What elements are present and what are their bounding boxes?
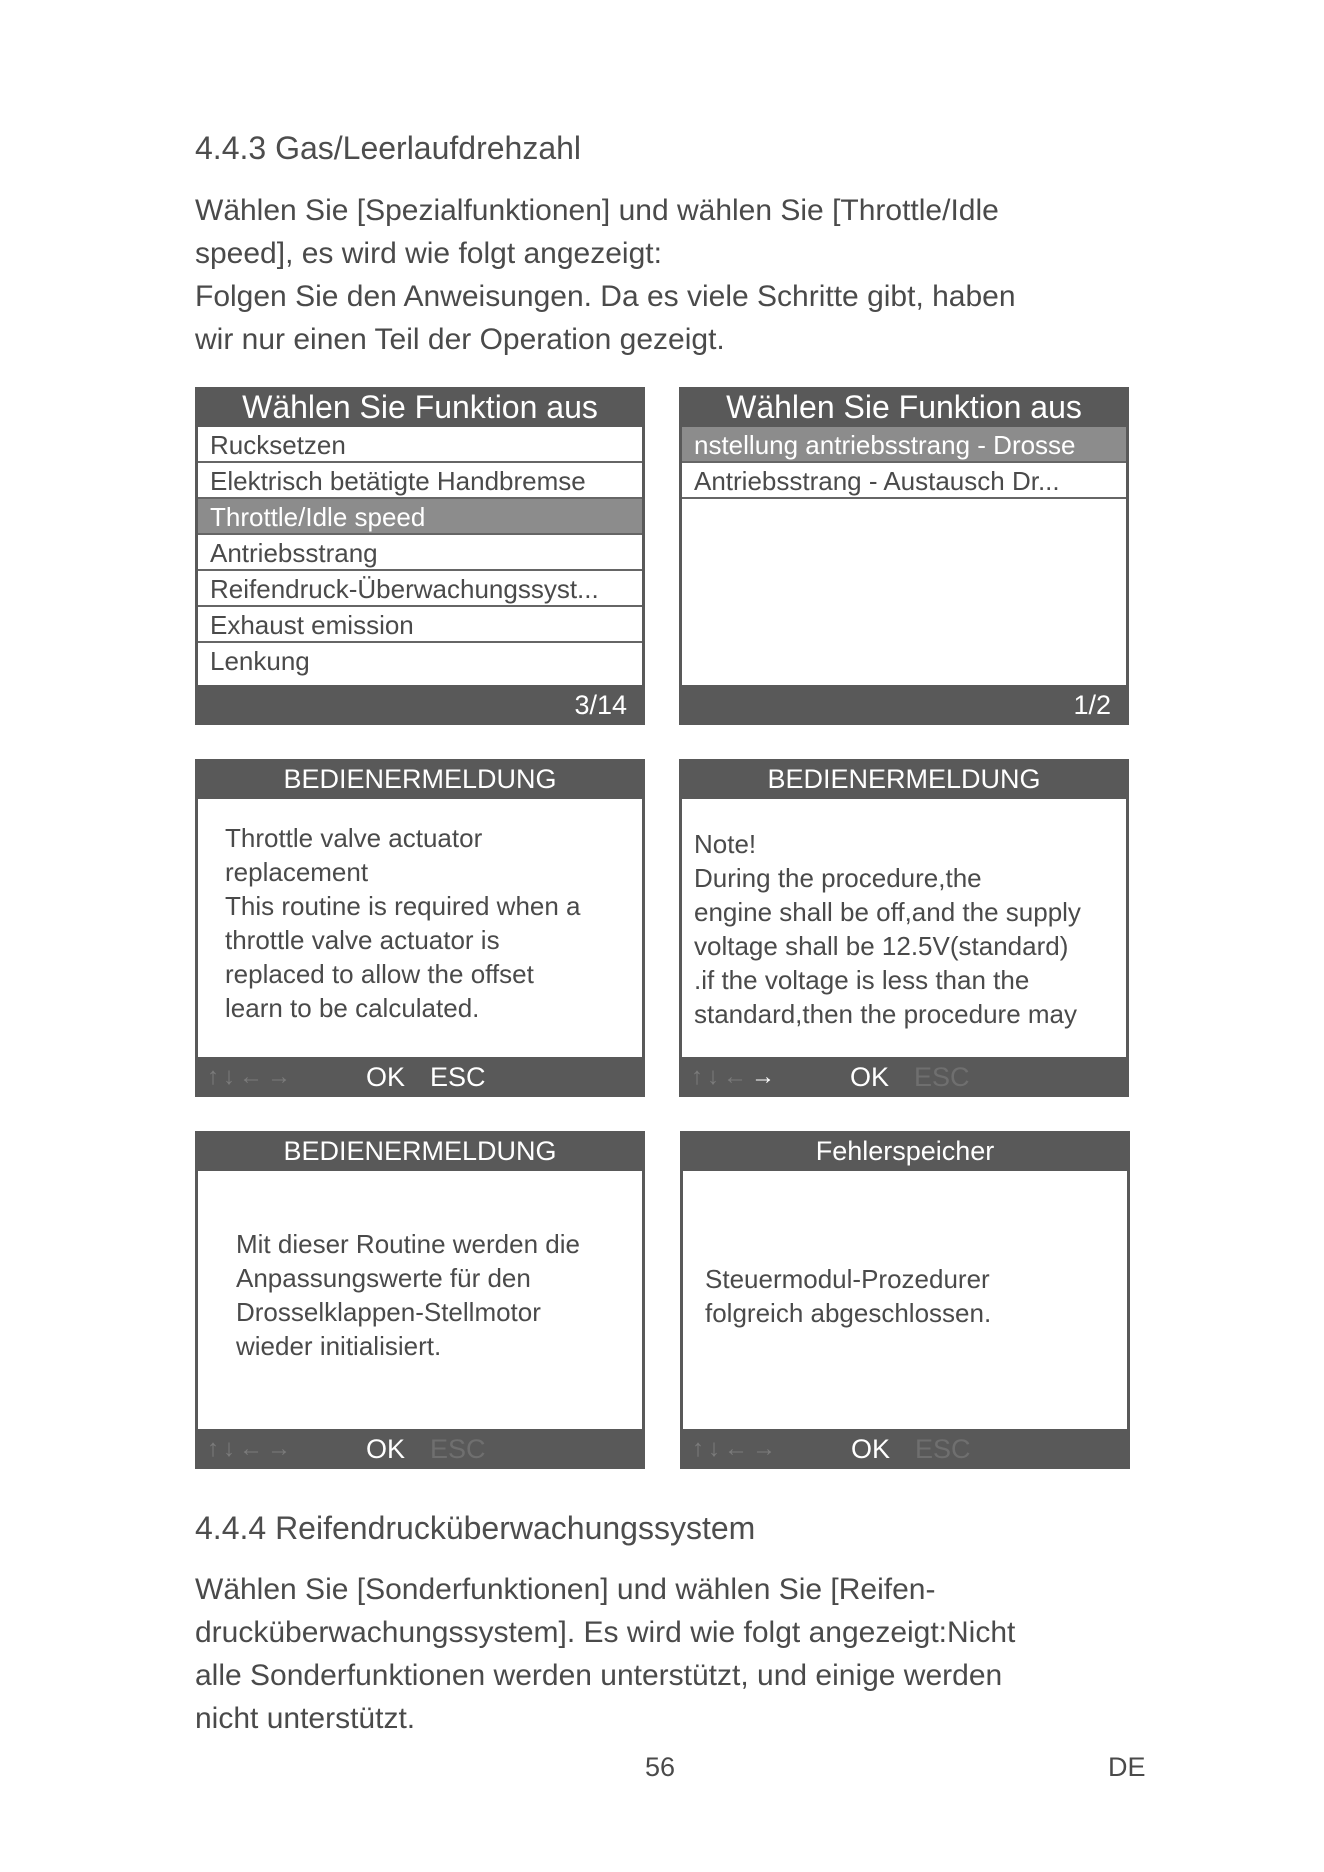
message-text [705, 1262, 991, 1330]
screen-title: Wählen Sie Funktion aus [726, 389, 1082, 425]
message-line: Steuermodul-Prozedurer [705, 1264, 990, 1294]
menu-item-selected[interactable]: nstellung antriebsstrang - Drosse [682, 427, 1126, 463]
menu-item-selected[interactable]: Throttle/Idle speed [198, 499, 642, 535]
screen-footer [195, 1429, 645, 1469]
message-line: Anpassungswerte für den [236, 1263, 531, 1293]
menu-item[interactable]: Antriebsstrang [198, 535, 642, 571]
screen-footer [195, 1057, 645, 1097]
function-menu-screen [195, 387, 645, 725]
paragraph-line: alle Sonderfunktionen werden unterstützt, und einige werden [195, 1659, 1003, 1692]
arrow-keys-icon: ↑↓←→ [207, 1063, 295, 1090]
message-line: Throttle valve actuator [225, 823, 483, 853]
message-text [236, 1227, 580, 1363]
paragraph-line: nicht unterstützt. [195, 1702, 416, 1735]
menu-list [682, 427, 1126, 685]
fault-memory-screen [680, 1131, 1130, 1469]
operator-message-screen [679, 759, 1129, 1097]
paragraph-line: Wählen Sie [Sonderfunktionen] und wählen Sie [Reifen- [195, 1573, 936, 1606]
operator-message-screen [195, 1131, 645, 1469]
message-line: wieder initialisiert. [236, 1331, 442, 1361]
screen-title: BEDIENERMELDUNG [283, 1136, 557, 1166]
section-heading: 4.4.4 Reifendrucküberwachungssystem [195, 1510, 756, 1546]
message-text [694, 827, 1081, 1031]
screen-title: Wählen Sie Funktion aus [242, 389, 598, 425]
message-line: engine shall be off,and the supply [694, 897, 1081, 927]
arrow-keys-icon: ↑↓←→ [207, 1435, 295, 1462]
ok-button[interactable]: OK [366, 1062, 406, 1092]
paragraph-line: Folgen Sie den Anweisungen. Da es viele Schritte gibt, haben [195, 280, 1016, 313]
arrow-keys-icon: ↑↓←→ [692, 1435, 780, 1462]
arrow-right-icon: → [751, 1063, 779, 1090]
screen-footer [679, 685, 1129, 725]
menu-item[interactable]: Rucksetzen [198, 427, 642, 463]
message-line: replacement [225, 857, 369, 887]
paragraph-line: drucküberwachungssystem]. Es wird wie folgt angezeigt:Nicht [195, 1616, 1016, 1649]
esc-button[interactable]: ESC [430, 1434, 486, 1464]
function-submenu-screen [679, 387, 1129, 725]
message-line: throttle valve actuator is [225, 925, 500, 955]
message-line: Mit dieser Routine werden die [236, 1229, 580, 1259]
message-text [225, 821, 581, 1025]
message-line: standard,then the procedure may [694, 999, 1078, 1029]
message-line: During the procedure,the [694, 863, 982, 893]
message-body [683, 1171, 1127, 1429]
message-line: replaced to allow the offset [225, 959, 534, 989]
paragraph-line: speed], es wird wie folgt angezeigt: [195, 237, 662, 270]
menu-list [198, 427, 642, 685]
message-body [682, 799, 1126, 1057]
message-line: .if the voltage is less than the [694, 965, 1030, 995]
page-counter: 3/14 [574, 690, 627, 720]
arrow-keys-inactive-icon: ↑↓← [691, 1063, 751, 1090]
menu-item[interactable]: Antriebsstrang - Austausch Dr... [682, 463, 1126, 499]
section-paragraph [195, 189, 1135, 361]
message-line: voltage shall be 12.5V(standard) [694, 931, 1069, 961]
screen-title: Fehlerspeicher [815, 1136, 995, 1166]
message-line: Drosselklappen-Stellmotor [236, 1297, 541, 1327]
message-line: folgreich abgeschlossen. [705, 1298, 992, 1328]
esc-button[interactable]: ESC [915, 1434, 971, 1464]
message-line: learn to be calculated. [225, 993, 480, 1023]
section-paragraph [195, 1568, 1135, 1740]
esc-button[interactable]: ESC [914, 1062, 970, 1092]
screen-title: BEDIENERMELDUNG [767, 764, 1041, 794]
operator-message-screen [195, 759, 645, 1097]
screen-title: BEDIENERMELDUNG [283, 764, 557, 794]
message-line: Note! [694, 829, 757, 859]
section-heading: 4.4.3 Gas/Leerlaufdrehzahl [195, 130, 582, 166]
menu-item[interactable]: Elektrisch betätigte Handbremse [198, 463, 642, 499]
ok-button[interactable]: OK [850, 1062, 890, 1092]
menu-item[interactable]: Lenkung [210, 646, 310, 676]
menu-item[interactable]: Reifendruck-Überwachungssyst... [198, 571, 642, 607]
page-counter: 1/2 [1073, 690, 1111, 720]
menu-item[interactable]: Exhaust emission [198, 607, 642, 643]
message-body [198, 799, 642, 1057]
page-number: 56 [645, 1752, 676, 1782]
screen-footer [679, 1057, 1129, 1097]
message-body [198, 1171, 642, 1429]
ok-button[interactable]: OK [851, 1434, 891, 1464]
message-line: This routine is required when a [225, 891, 581, 921]
ok-button[interactable]: OK [366, 1434, 406, 1464]
screen-footer [680, 1429, 1130, 1469]
language-code: DE [1108, 1752, 1146, 1782]
paragraph-line: Wählen Sie [Spezialfunktionen] und wählen Sie [Throttle/Idle [195, 194, 999, 227]
esc-button[interactable]: ESC [430, 1062, 486, 1092]
arrow-keys-icon [691, 1057, 779, 1097]
screen-footer [195, 685, 645, 725]
paragraph-line: wir nur einen Teil der Operation gezeigt. [195, 323, 725, 356]
